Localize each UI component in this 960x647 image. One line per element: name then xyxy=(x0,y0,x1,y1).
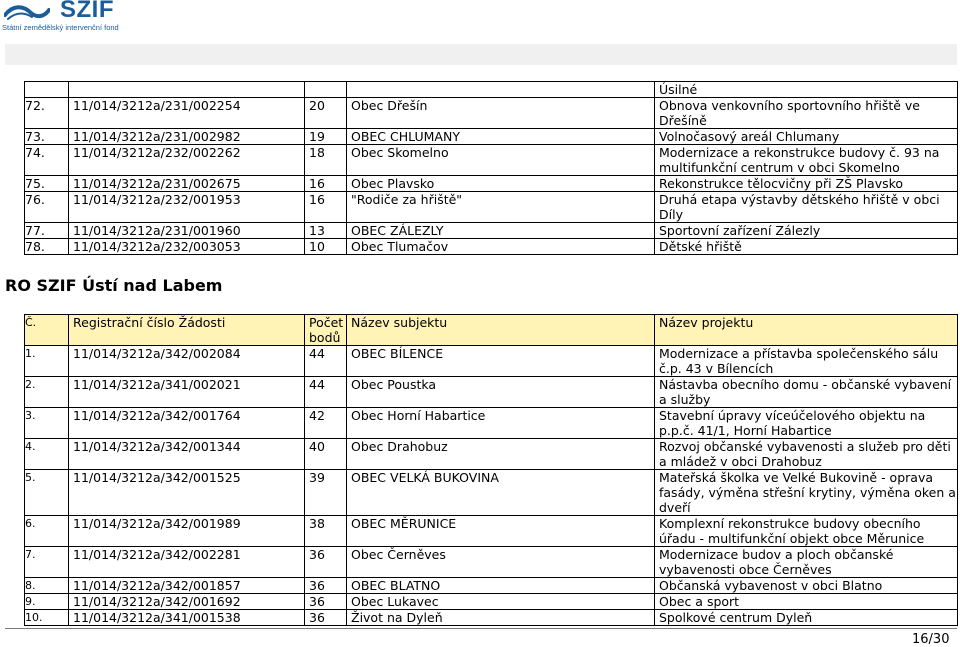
cell-number: 4. xyxy=(25,439,69,470)
cell-registration xyxy=(69,82,305,98)
cell-registration: 11/014/3212a/341/001538 xyxy=(69,610,305,626)
cell-registration: 11/014/3212a/342/001989 xyxy=(69,516,305,547)
cell-number: 6. xyxy=(25,516,69,547)
cell-registration: 11/014/3212a/342/001525 xyxy=(69,470,305,516)
cell-project: Nástavba obecního domu - občanské vybavení a služby xyxy=(655,377,958,408)
cell-project: Sportovní zařízení Zálezly xyxy=(655,223,958,239)
cell-project: Komplexní rekonstrukce budovy obecního úřadu - multifunkční objekt obce Měrunice xyxy=(655,516,958,547)
cell-registration: 11/014/3212a/232/003053 xyxy=(69,239,305,255)
cell-points: 36 xyxy=(305,578,347,594)
page-number: 16/30 xyxy=(912,632,950,647)
cell-points: 10 xyxy=(305,239,347,255)
header-number: Č. xyxy=(25,315,69,346)
cell-registration: 11/014/3212a/341/002021 xyxy=(69,377,305,408)
cell-number: 3. xyxy=(25,408,69,439)
cell-subject: Obec Drahobuz xyxy=(347,439,655,470)
cell-project: Stavební úpravy víceúčelového objektu na p.p.č. 41/1, Horní Habartice xyxy=(655,408,958,439)
header-project: Název projektu xyxy=(655,315,958,346)
cell-subject: Obec Černěves xyxy=(347,547,655,578)
cell-project: Modernizace a rekonstrukce budovy č. 93 na multifunkční centrum v obci Skomelno xyxy=(655,145,958,176)
cell-registration: 11/014/3212a/342/001857 xyxy=(69,578,305,594)
cell-points: 42 xyxy=(305,408,347,439)
cell-points: 44 xyxy=(305,346,347,377)
table-row xyxy=(25,377,958,408)
table-row xyxy=(25,578,958,594)
cell-number: 74. xyxy=(25,145,69,176)
cell-project: Modernizace a přístavba společenského sálu č.p. 43 v Bílencích xyxy=(655,346,958,377)
cell-project: Obec a sport xyxy=(655,594,958,610)
cell-registration: 11/014/3212a/342/001764 xyxy=(69,408,305,439)
table-row xyxy=(25,346,958,377)
table-row xyxy=(25,223,958,239)
szif-logo xyxy=(0,0,130,34)
cell-number: 5. xyxy=(25,470,69,516)
table-row xyxy=(25,82,958,98)
cell-subject: OBEC BLATNO xyxy=(347,578,655,594)
cell-project: Volnočasový areál Chlumany xyxy=(655,129,958,145)
cell-number: 77. xyxy=(25,223,69,239)
cell-registration: 11/014/3212a/231/002982 xyxy=(69,129,305,145)
table-row xyxy=(25,176,958,192)
cell-points: 36 xyxy=(305,610,347,626)
table-row xyxy=(25,145,958,176)
cell-number: 76. xyxy=(25,192,69,223)
table-row xyxy=(25,610,958,626)
cell-project: Spolkové centrum Dyleň xyxy=(655,610,958,626)
cell-points: 38 xyxy=(305,516,347,547)
table-row xyxy=(25,98,958,129)
table-row xyxy=(25,439,958,470)
cell-registration: 11/014/3212a/231/001960 xyxy=(69,223,305,239)
cell-registration: 11/014/3212a/231/002254 xyxy=(69,98,305,129)
table-header-row xyxy=(25,315,958,346)
cell-number: 8. xyxy=(25,578,69,594)
cell-number: 1. xyxy=(25,346,69,377)
cell-subject: Obec Plavsko xyxy=(347,176,655,192)
cell-number: 10. xyxy=(25,610,69,626)
header-bar xyxy=(5,44,957,65)
projects-table-usti-nad-labem xyxy=(24,314,958,626)
table-row xyxy=(25,129,958,145)
table-row xyxy=(25,239,958,255)
header-subject: Název subjektu xyxy=(347,315,655,346)
cell-points: 36 xyxy=(305,547,347,578)
page-footer-rule xyxy=(5,628,957,629)
cell-project: Obnova venkovního sportovního hřiště ve Dřešíně xyxy=(655,98,958,129)
cell-project: Dětské hřiště xyxy=(655,239,958,255)
cell-subject: OBEC VELKÁ BUKOVINA xyxy=(347,470,655,516)
table-row xyxy=(25,547,958,578)
cell-points: 36 xyxy=(305,594,347,610)
cell-subject: OBEC BÍLENCE xyxy=(347,346,655,377)
table-row xyxy=(25,192,958,223)
cell-project: Úsilné xyxy=(655,82,958,98)
cell-registration: 11/014/3212a/342/002084 xyxy=(69,346,305,377)
cell-registration: 11/014/3212a/342/001344 xyxy=(69,439,305,470)
cell-subject: OBEC ZÁLEZLY xyxy=(347,223,655,239)
cell-number: 75. xyxy=(25,176,69,192)
cell-number xyxy=(25,82,69,98)
cell-registration: 11/014/3212a/232/001953 xyxy=(69,192,305,223)
cell-points: 13 xyxy=(305,223,347,239)
cell-points: 18 xyxy=(305,145,347,176)
cell-project: Rekonstrukce tělocvičny při ZŠ Plavsko xyxy=(655,176,958,192)
cell-registration: 11/014/3212a/342/001692 xyxy=(69,594,305,610)
cell-registration: 11/014/3212a/231/002675 xyxy=(69,176,305,192)
szif-wave-logo-mark xyxy=(4,3,50,20)
cell-subject: OBEC CHLUMANY xyxy=(347,129,655,145)
cell-points: 20 xyxy=(305,98,347,129)
cell-subject xyxy=(347,82,655,98)
cell-number: 72. xyxy=(25,98,69,129)
cell-points xyxy=(305,82,347,98)
header-points: Počet bodů xyxy=(305,315,347,346)
section-title: RO SZIF Ústí nad Labem xyxy=(5,276,223,295)
cell-subject: Obec Tlumačov xyxy=(347,239,655,255)
cell-project: Modernizace budov a ploch občanské vybavenosti obce Černěves xyxy=(655,547,958,578)
projects-table-previous-region xyxy=(24,81,958,255)
cell-subject: Život na Dyleň xyxy=(347,610,655,626)
table-row xyxy=(25,408,958,439)
table-row xyxy=(25,470,958,516)
cell-points: 16 xyxy=(305,176,347,192)
cell-number: 73. xyxy=(25,129,69,145)
cell-number: 7. xyxy=(25,547,69,578)
logo-subtitle: Státní zemědělský intervenční fond xyxy=(2,23,119,32)
cell-project: Druhá etapa výstavby dětského hřiště v obci Díly xyxy=(655,192,958,223)
cell-points: 19 xyxy=(305,129,347,145)
cell-subject: Obec Poustka xyxy=(347,377,655,408)
table-row xyxy=(25,516,958,547)
cell-subject: Obec Lukavec xyxy=(347,594,655,610)
cell-points: 39 xyxy=(305,470,347,516)
cell-subject: Obec Skomelno xyxy=(347,145,655,176)
cell-subject: "Rodiče za hřiště" xyxy=(347,192,655,223)
cell-number: 9. xyxy=(25,594,69,610)
table-row xyxy=(25,594,958,610)
cell-project: Rozvoj občanské vybavenosti a služeb pro děti a mládež v obci Drahobuz xyxy=(655,439,958,470)
header-registration: Registrační číslo Žádosti xyxy=(69,315,305,346)
cell-subject: Obec Dřešín xyxy=(347,98,655,129)
cell-project: Mateřská školka ve Velké Bukovině - oprava fasády, výměna střešní krytiny, výměna oken a dveří xyxy=(655,470,958,516)
cell-number: 78. xyxy=(25,239,69,255)
cell-points: 40 xyxy=(305,439,347,470)
cell-points: 44 xyxy=(305,377,347,408)
cell-number: 2. xyxy=(25,377,69,408)
cell-points: 16 xyxy=(305,192,347,223)
cell-subject: Obec Horní Habartice xyxy=(347,408,655,439)
cell-project: Občanská vybavenost v obci Blatno xyxy=(655,578,958,594)
cell-registration: 11/014/3212a/342/002281 xyxy=(69,547,305,578)
cell-registration: 11/014/3212a/232/002262 xyxy=(69,145,305,176)
logo-brand: SZIF xyxy=(60,0,114,23)
cell-subject: OBEC MĚRUNICE xyxy=(347,516,655,547)
